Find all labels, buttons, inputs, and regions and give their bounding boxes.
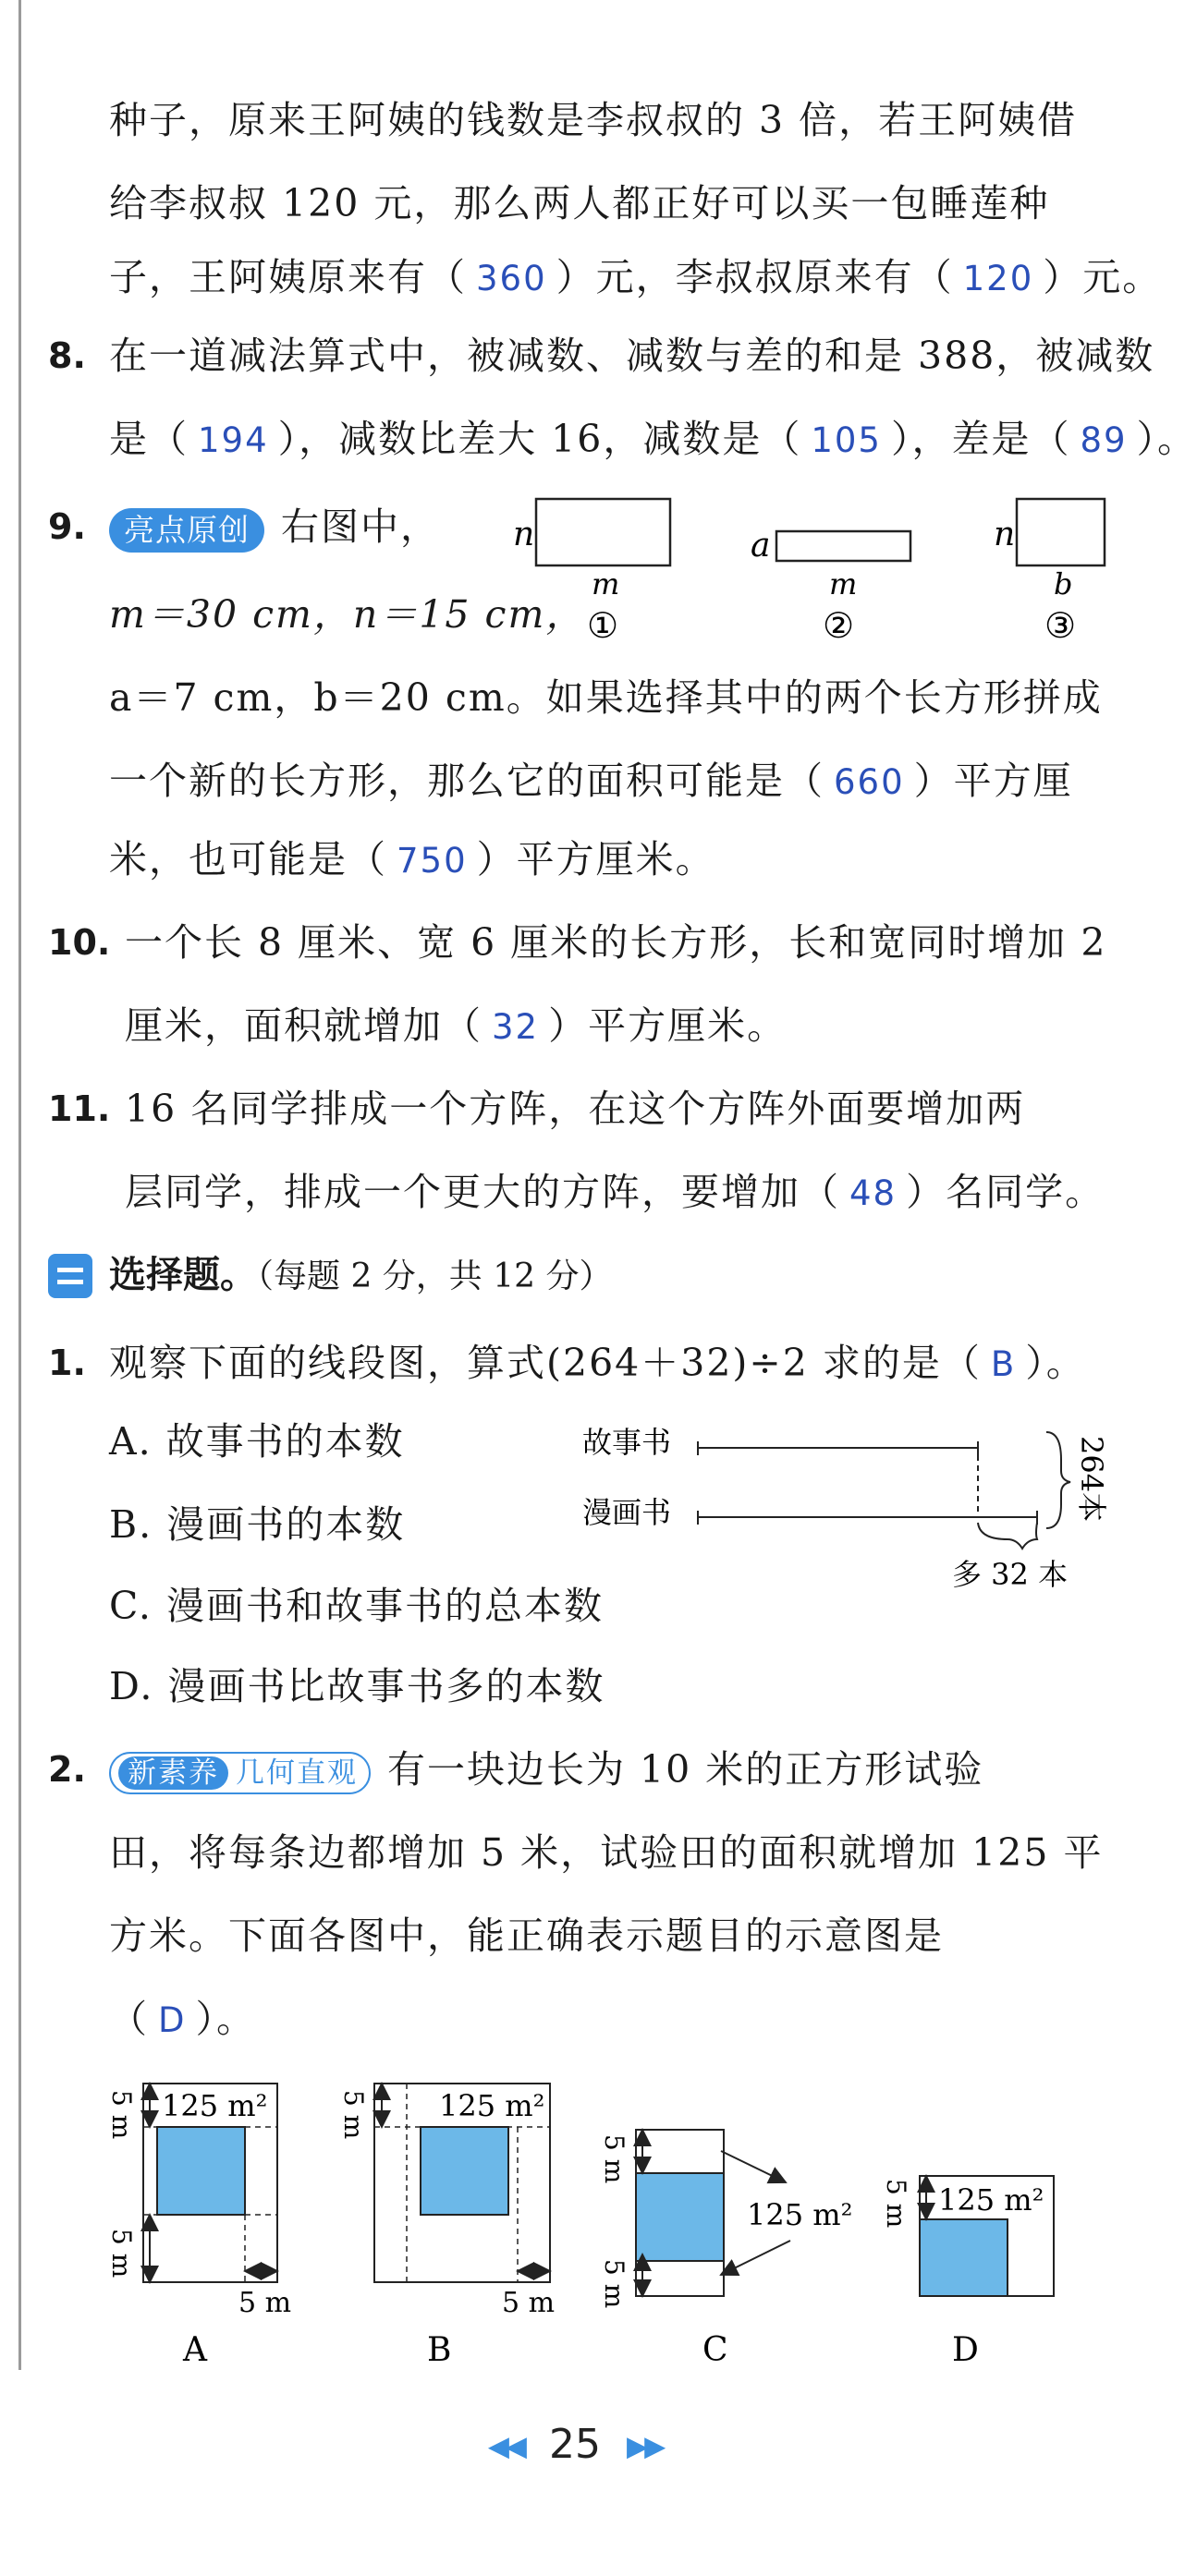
question-number: 8. xyxy=(48,335,86,376)
q10-line2: 厘米，面积就增加（ 32 ）平方厘米。 xyxy=(125,1003,788,1048)
answer-blank: 48 xyxy=(849,1173,898,1213)
c2-line4: （ D ）。 xyxy=(109,1997,256,2041)
question-number: 10. xyxy=(48,922,111,963)
page-footer xyxy=(0,2421,1150,2468)
c1-option-b: B. 漫画书的本数 xyxy=(109,1502,406,1547)
rect2-bottom-label: m xyxy=(829,566,858,601)
dim-label: 5 m xyxy=(106,2090,137,2140)
area-label: 125 m² xyxy=(747,2197,853,2232)
answer-blank: 32 xyxy=(492,1007,540,1047)
story-book-label: 故事书 xyxy=(582,1425,672,1460)
q7-line3: 子，王阿姨原来有（ 360 ）元，李叔叔原来有（ 120 ）元。 xyxy=(109,255,1163,299)
area-label: 125 m² xyxy=(938,2182,1044,2218)
line-segment-diagram xyxy=(573,1404,1128,1592)
answer-blank: 120 xyxy=(962,259,1034,298)
answer-blank: 660 xyxy=(834,762,905,802)
c2-line1: 新素养 几何直观 有一块边长为 10 米的正方形试验 xyxy=(109,1742,983,1797)
q7-line2: 给李叔叔 120 元，那么两人都正好可以买一包睡莲种 xyxy=(109,181,1050,225)
area-label: 125 m² xyxy=(439,2088,545,2123)
dim-label: 5 m xyxy=(106,2229,137,2278)
difference-label: 多 32 本 xyxy=(952,1557,1069,1592)
answer-blank: 750 xyxy=(397,841,468,881)
dim-label: 5 m xyxy=(599,2134,629,2184)
option-label: D xyxy=(952,2331,979,2369)
q9-line3: a＝7 cm，b＝20 cm。如果选择其中的两个长方形拼成 xyxy=(109,675,1103,720)
answer-blank: 89 xyxy=(1080,420,1128,460)
rect2-side-label: a xyxy=(751,527,771,565)
rect3-side-label: n xyxy=(994,516,1016,553)
option-label: C xyxy=(702,2331,728,2369)
c2-line3: 方米。下面各图中，能正确表示题目的示意图是 xyxy=(109,1914,944,1958)
dim-label: 5 m xyxy=(238,2287,292,2319)
dim-label: 5 m xyxy=(599,2259,629,2309)
rectangles-figure xyxy=(499,480,1137,647)
rectangle-2 xyxy=(751,527,910,646)
answer-blank: 360 xyxy=(476,259,547,298)
section-two-icon xyxy=(48,1254,92,1298)
rectangle-3 xyxy=(994,499,1105,646)
q11-line1: 16 名同学排成一个方阵，在这个方阵外面要增加两 xyxy=(125,1087,1026,1131)
next-arrows-icon: ▶▶ xyxy=(627,2430,663,2463)
highlight-original-badge: 亮点原创 xyxy=(109,508,264,553)
c1-option-c: C. 漫画书和故事书的总本数 xyxy=(109,1584,604,1628)
page-number: 25 xyxy=(549,2421,601,2468)
answer-blank: D xyxy=(158,2000,187,2040)
c2-line2: 田，将每条边都增加 5 米，试验田的面积就增加 125 平 xyxy=(109,1830,1104,1875)
q9-line4: 一个新的长方形，那么它的面积可能是（ 660 ）平方厘 xyxy=(109,759,1073,803)
dim-label: 5 m xyxy=(338,2090,369,2140)
answer-blank: B xyxy=(990,1344,1017,1384)
comic-book-label: 漫画书 xyxy=(582,1495,672,1530)
rect1-number: ① xyxy=(587,605,619,646)
question-number: 9. xyxy=(48,506,86,547)
question-number: 1. xyxy=(48,1343,86,1383)
c1-line1: 观察下面的线段图，算式(264＋32)÷2 求的是（ B ）。 xyxy=(109,1341,1086,1385)
q9-line5: 米，也可能是（ 750 ）平方厘米。 xyxy=(109,837,715,881)
q7-line1: 种子，原来王阿姨的钱数是李叔叔的 3 倍，若王阿姨借 xyxy=(109,98,1078,142)
section-title: 选择题。（每题 2 分，共 12 分） xyxy=(109,1254,613,1296)
rect1-side-label: n xyxy=(513,516,535,553)
diagram-b xyxy=(338,2084,555,2369)
q10-line1: 一个长 8 厘米、宽 6 厘米的长方形，长和宽同时增加 2 xyxy=(125,920,1107,965)
question-number: 11. xyxy=(48,1088,111,1129)
total-label: 264本 xyxy=(1074,1436,1109,1523)
rect1-bottom-label: m xyxy=(592,566,620,601)
answer-blank: 194 xyxy=(198,420,269,460)
rect3-number: ③ xyxy=(1044,605,1077,646)
new-literacy-badge: 新素养 几何直观 xyxy=(109,1752,371,1794)
dim-label: 5 m xyxy=(881,2179,911,2229)
area-diagrams xyxy=(74,2070,1146,2384)
area-label: 125 m² xyxy=(162,2088,268,2123)
q8-line2: 是（ 194 ），减数比差大 16，减数是（ 105 ），差是（ 89 ）。 xyxy=(109,417,1197,461)
question-number: 2. xyxy=(48,1749,86,1790)
option-label: B xyxy=(427,2331,452,2369)
dim-label: 5 m xyxy=(502,2287,556,2319)
diagram-c xyxy=(599,2130,852,2369)
q9-line1: 亮点原创 右图中， xyxy=(109,499,440,554)
rect2-number: ② xyxy=(823,605,855,646)
c1-option-d: D. 漫画书比故事书多的本数 xyxy=(109,1664,605,1708)
option-label: A xyxy=(183,2331,207,2369)
answer-blank: 105 xyxy=(811,420,882,460)
c1-option-a: A. 故事书的本数 xyxy=(109,1419,405,1464)
rect3-bottom-label: b xyxy=(1054,566,1073,601)
diagram-d xyxy=(881,2176,1054,2369)
diagram-a xyxy=(106,2084,291,2369)
left-margin-rule xyxy=(18,0,21,2370)
q9-line2: m＝30 cm，n＝15 cm， xyxy=(109,592,586,637)
q11-line2: 层同学，排成一个更大的方阵，要增加（ 48 ）名同学。 xyxy=(125,1170,1105,1214)
q8-line1: 在一道减法算式中，被减数、减数与差的和是 388，被减数 xyxy=(109,334,1155,378)
prev-arrows-icon: ◀◀ xyxy=(487,2430,523,2463)
